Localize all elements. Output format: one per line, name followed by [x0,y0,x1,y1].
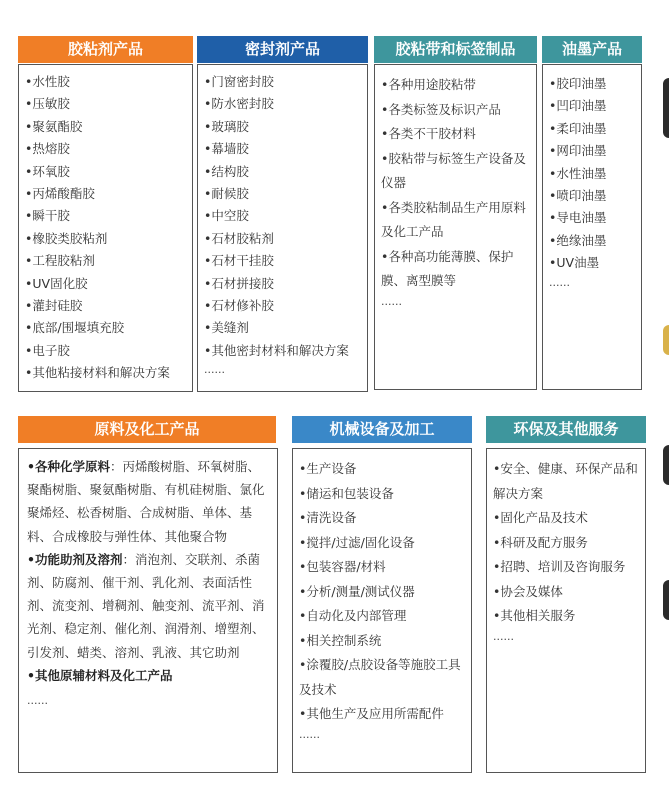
adhesives-item[interactable]: •瞬干胶 [25,208,70,224]
machinery-item[interactable]: •相关控制系统 [299,632,382,648]
adhesives-item[interactable]: •水性胶 [25,74,70,89]
tapes-item[interactable]: •各类标签及标识产品 [381,101,501,117]
sealants-item[interactable]: •玻璃胶 [204,118,249,134]
sealants-item[interactable]: •石材修补胶 [204,298,274,314]
services-panel [486,416,646,773]
chemicals-body [18,448,278,773]
machinery-item[interactable]: •搅拌/过滤/固化设备 [299,534,415,550]
machinery-item[interactable]: •分析/测量/测试仪器 [299,583,415,599]
adhesives-item[interactable]: •橡胶类胶粘剂 [25,230,108,246]
additives-text: ：消泡剂、交联剂、杀菌剂、防腐剂、催干剂、乳化剂、表面活性剂、流变剂、增稠剂、触变剂、流平剂、消光剂、稳定剂、催化剂、润滑剂、增塑剂、引发剂、蜡类、溶剂、乳液、其它助剂 [27,551,265,660]
inks-item[interactable]: •导电油墨 [549,210,607,226]
edge-image-1 [663,78,669,138]
services-item[interactable]: •其他相关服务 [493,608,576,623]
sealants-item[interactable]: •石材拼接胶 [204,275,274,291]
sealants-item[interactable]: •石材干挂胶 [204,253,274,269]
sealants-item[interactable]: •耐候胶 [204,186,249,202]
services-more: ...... [493,629,514,643]
sealants-item[interactable]: •门窗密封胶 [204,74,274,89]
machinery-item[interactable]: •自动化及内部管理 [299,608,407,623]
inks-item[interactable]: •凹印油墨 [549,98,607,114]
tapes-more: ...... [381,294,402,308]
tapes-list [374,64,537,390]
edge-image-4 [663,580,669,620]
sealants-item[interactable]: •美缝剂 [204,320,249,336]
machinery-panel [292,416,472,773]
machinery-item[interactable]: •其他生产及应用所需配件 [299,706,444,721]
machinery-item[interactable]: •包装容器/材料 [299,559,386,574]
tapes-item[interactable]: •各类不干胶材料 [381,126,476,141]
inks-item[interactable]: •绝缘油墨 [549,232,607,248]
tapes-item[interactable]: •胶粘带与标签生产设备及仪器 [381,150,526,190]
machinery-item[interactable]: •涂覆胶/点胶设备等施胶工具及技术 [299,657,461,697]
services-item[interactable]: •协会及媒体 [493,583,563,599]
machinery-item[interactable]: •储运和包装设备 [299,485,394,501]
chemicals-header[interactable]: 原料及化工产品 [18,416,276,443]
sealants-header[interactable]: 密封剂产品 [197,36,368,63]
sealants-panel [197,36,368,392]
inks-list [542,64,642,390]
adhesives-item[interactable]: •UV固化胶 [25,275,88,291]
adhesives-item[interactable]: •聚氨酯胶 [25,118,83,134]
machinery-list [292,448,472,773]
adhesives-item[interactable]: •工程胶粘剂 [25,253,95,269]
services-list [486,448,646,773]
raw-materials-heading: •各种化学原料 [27,459,110,474]
inks-panel [542,36,642,390]
tapes-header[interactable]: 胶粘带和标签制品 [374,36,537,63]
sealants-item[interactable]: •幕墙胶 [204,141,249,157]
chemicals-panel [18,416,278,773]
sealants-list [197,64,368,392]
inks-item[interactable]: •喷印油墨 [549,188,607,204]
adhesives-item[interactable]: •其他粘接材料和解决方案 [25,365,170,381]
chemicals-more: ...... [27,694,48,708]
tapes-item[interactable]: •各种用途胶粘带 [381,77,476,92]
chemicals-other [27,664,269,687]
machinery-item[interactable]: •生产设备 [299,461,357,476]
services-item[interactable]: •科研及配方服务 [493,534,588,550]
sealants-item[interactable]: •结构胶 [204,163,249,179]
adhesives-item[interactable]: •电子胶 [25,342,70,358]
raw-materials-text: ：丙烯酸树脂、环氧树脂、聚酯树脂、聚氨酯树脂、有机硅树脂、氯化聚烯烃、松香树脂、合成树脂、单体、基料、合成橡胶与弹性体、其他聚合物 [27,459,265,544]
other-materials-heading: •其他原辅材料及化工产品 [27,667,173,683]
adhesives-item[interactable]: •丙烯酸酯胶 [25,186,95,202]
sealants-item[interactable]: •其他密封材料和解决方案 [204,342,349,358]
adhesives-item[interactable]: •热熔胶 [25,141,70,157]
tapes-item[interactable]: •各类胶粘制品生产用原料及化工产品 [381,199,526,239]
sealants-item[interactable]: •中空胶 [204,208,249,224]
services-item[interactable]: •安全、健康、环保产品和解决方案 [493,461,638,501]
inks-item[interactable]: •胶印油墨 [549,76,607,91]
adhesives-item[interactable]: •底部/围堰填充胶 [25,320,125,336]
inks-item[interactable]: •网印油墨 [549,143,607,159]
machinery-item[interactable]: •清洗设备 [299,510,357,525]
sealants-item[interactable]: •防水密封胶 [204,96,274,112]
chemicals-additives [27,548,269,664]
inks-item[interactable]: •水性油墨 [549,165,607,181]
adhesives-item[interactable]: •压敏胶 [25,96,70,112]
inks-more: ...... [549,275,570,289]
services-header[interactable]: 环保及其他服务 [486,416,646,443]
adhesives-item[interactable]: •环氧胶 [25,163,70,179]
edge-image-3 [663,445,669,485]
chemicals-raw-materials [27,455,269,548]
additives-heading: •功能助剂及溶剂 [27,551,123,567]
adhesives-list [18,64,193,392]
tapes-panel [374,36,537,390]
inks-header[interactable]: 油墨产品 [542,36,642,63]
adhesives-header[interactable]: 胶粘剂产品 [18,36,193,63]
adhesives-item[interactable]: •灌封硅胶 [25,298,83,314]
machinery-header[interactable]: 机械设备及加工 [292,416,472,443]
services-item[interactable]: •固化产品及技术 [493,510,588,525]
services-item[interactable]: •招聘、培训及咨询服务 [493,559,626,574]
edge-image-2 [663,325,669,355]
inks-item[interactable]: •柔印油墨 [549,120,607,136]
inks-item[interactable]: •UV油墨 [549,255,600,271]
machinery-more: ...... [299,727,320,741]
tapes-item[interactable]: •各种高功能薄膜、保护膜、离型膜等 [381,248,514,288]
sealants-more: ...... [204,363,225,377]
sealants-item[interactable]: •石材胶粘剂 [204,230,274,246]
adhesives-panel [18,36,193,392]
